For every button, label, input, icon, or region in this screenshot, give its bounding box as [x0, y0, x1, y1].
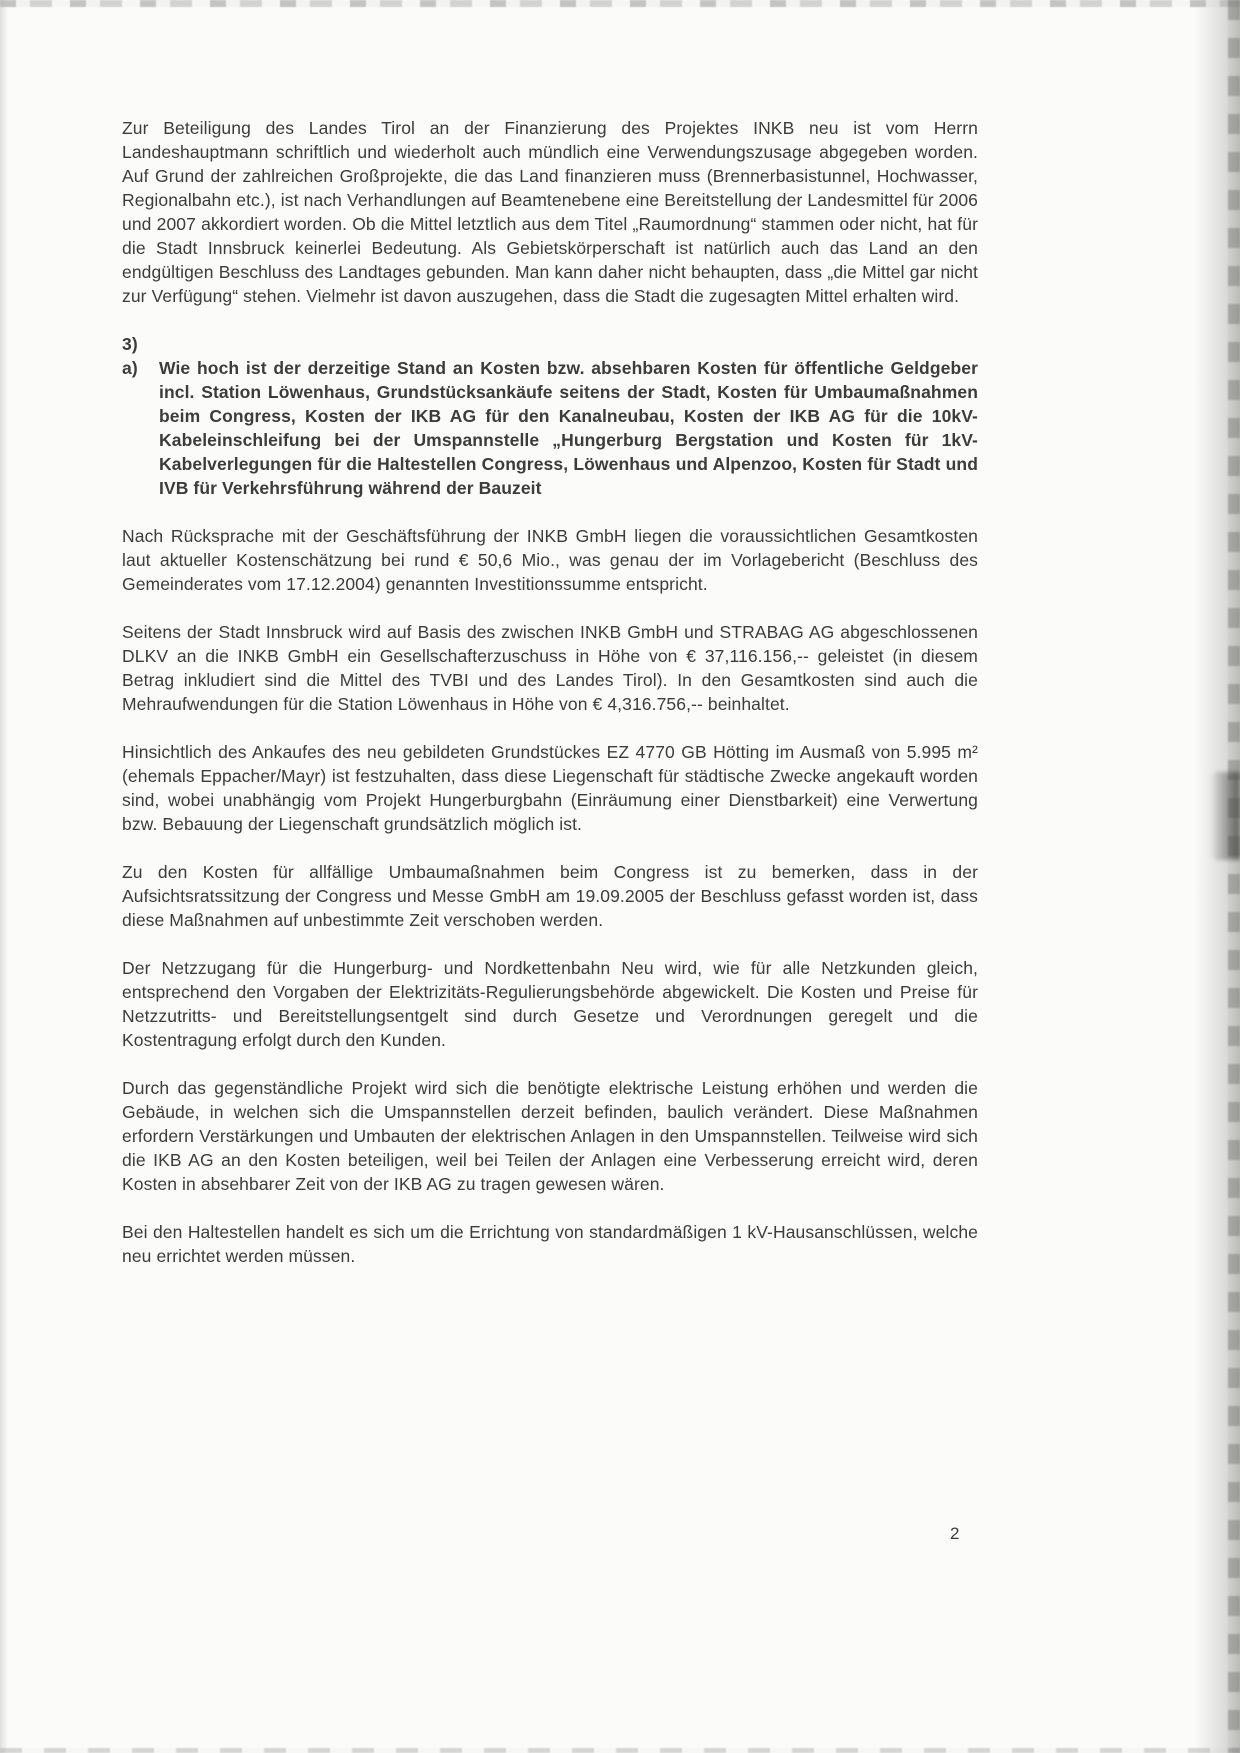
question-label: a) — [122, 358, 138, 378]
paragraph-congress: Zu den Kosten für allfällige Umbaumaßnahmen beim Congress ist zu bemerken, dass in der Aufsichtsratssitzung der Congress und Messe GmbH am 19.09.2005 der Beschluss gefasst worden ist, dass diese Maßnahmen auf unbestimmte Zeit verschoben werden. — [122, 862, 978, 930]
paragraph-costs: Nach Rücksprache mit der Geschäftsführung der INKB GmbH liegen die voraussichtlichen Gesamtkosten laut aktueller Kostenschätzung bei rund € 50,6 Mio., was genau der im Vorlagebericht (Beschluss des Gemeinderates vom 17.12.2004) genannten Investitionssumme entspricht. — [122, 526, 978, 594]
page-number: 2 — [950, 1524, 960, 1543]
question-text: Wie hoch ist der derzeitige Stand an Kosten bzw. absehbaren Kosten für öffentliche Geldgeber incl. Station Löwenhaus, Grundstücksankäufe seitens der Stadt, Kosten für Umbaumaßnahmen beim Congress, Kosten der IKB AG für den Kanalneubau, Kosten der IKB AG für die 10kV-Kabeleinschleifung bei der Umspannstelle „Hungerburg Bergstation und Kosten für 1kV-Kabelverlegungen für die Haltestellen Congress, Löwenhaus und Alpenzoo, Kosten für Stadt und IVB für Verkehrsführung während der Bauzeit — [159, 358, 978, 498]
question-item-a — [122, 356, 978, 500]
section-3 — [122, 332, 978, 500]
paragraph-funding: Zur Beteiligung des Landes Tirol an der Finanzierung des Projektes INKB neu ist vom Herrn Landeshauptmann schriftlich und wiederholt auch mündlich eine Verwendungszusage abgegeben worden. Auf Grund der zahlreichen Großprojekte, die das Land finanzieren muss (Brennerbasistunnel, Hochwasser, Regionalbahn etc.), ist nach Verhandlungen auf Beamtenebene eine Bereitstellung der Landesmittel für 2006 und 2007 akkordiert worden. Ob die Mittel letztlich aus dem Titel „Raumordnung“ stammen oder nicht, hat für die Stadt Innsbruck keinerlei Bedeutung. Als Gebietskörperschaft ist natürlich auch das Land an den endgültigen Beschluss des Landtages gebunden. Man kann daher nicht behaupten, dass „die Mittel gar nicht zur Verfügung“ stehen. Vielmehr ist davon auszugehen, dass die Stadt die zugesagten Mittel erhalten wird. — [122, 118, 978, 306]
scan-artifact-right-dashes — [1228, 0, 1240, 1753]
scan-artifact-bottom-edge — [0, 1748, 1240, 1753]
scan-artifact-left-edge — [0, 0, 8, 1753]
section-number: 3) — [122, 334, 138, 354]
document-content — [122, 116, 978, 1292]
scan-artifact-top-edge — [0, 0, 1240, 7]
paragraph-grid-access: Der Netzzugang für die Hungerburg- und Nordkettenbahn Neu wird, wie für alle Netzkunden gleich, entsprechend den Vorgaben der Elektrizitäts-Regulierungsbehörde abgewickelt. Die Kosten und Preise für Netzzutritts- und Bereitstellungsentgelt sind durch Gesetze und Verordnungen geregelt und die Kostentragung erfolgt durch den Kunden. — [122, 958, 978, 1050]
scan-artifact-smudge — [1210, 772, 1240, 860]
paragraph-electric-power: Durch das gegenständliche Projekt wird sich die benötigte elektrische Leistung erhöhen und werden die Gebäude, in welchen sich die Umspannstellen derzeit befinden, baulich verändert. Diese Maßnahmen erfordern Verstärkungen und Umbauten der elektrischen Anlagen in den Umspannstellen. Teilweise wird sich die IKB AG an den Kosten beteiligen, weil bei Teilen der Anlagen eine Verbesserung erreicht wird, deren Kosten in absehbarer Zeit von der IKB AG zu tragen gewesen wären. — [122, 1078, 978, 1194]
paragraph-land-purchase: Hinsichtlich des Ankaufes des neu gebildeten Grundstückes EZ 4770 GB Hötting im Ausmaß von 5.995 m² (ehemals Eppacher/Mayr) ist festzuhalten, dass diese Liegenschaft für städtische Zwecke angekauft worden sind, wobei unabhängig vom Projekt Hungerburgbahn (Einräumung einer Dienstbarkeit) eine Verwertung bzw. Bebauung der Liegenschaft grundsätzlich möglich ist. — [122, 742, 978, 834]
paragraph-subsidy: Seitens der Stadt Innsbruck wird auf Basis des zwischen INKB GmbH und STRABAG AG abgeschlossenen DLKV an die INKB GmbH ein Gesellschafterzuschuss in Höhe von € 37,116.156,-- geleistet (in diesem Betrag inkludiert sind die Mittel des TVBI und des Landes Tirol). In den Gesamtkosten sind auch die Mehraufwendungen für die Station Löwenhaus in Höhe von € 4,316.756,-- beinhaltet. — [122, 622, 978, 714]
paragraph-stops: Bei den Haltestellen handelt es sich um die Errichtung von standardmäßigen 1 kV-Hausanschlüssen, welche neu errichtet werden müssen. — [122, 1222, 978, 1266]
